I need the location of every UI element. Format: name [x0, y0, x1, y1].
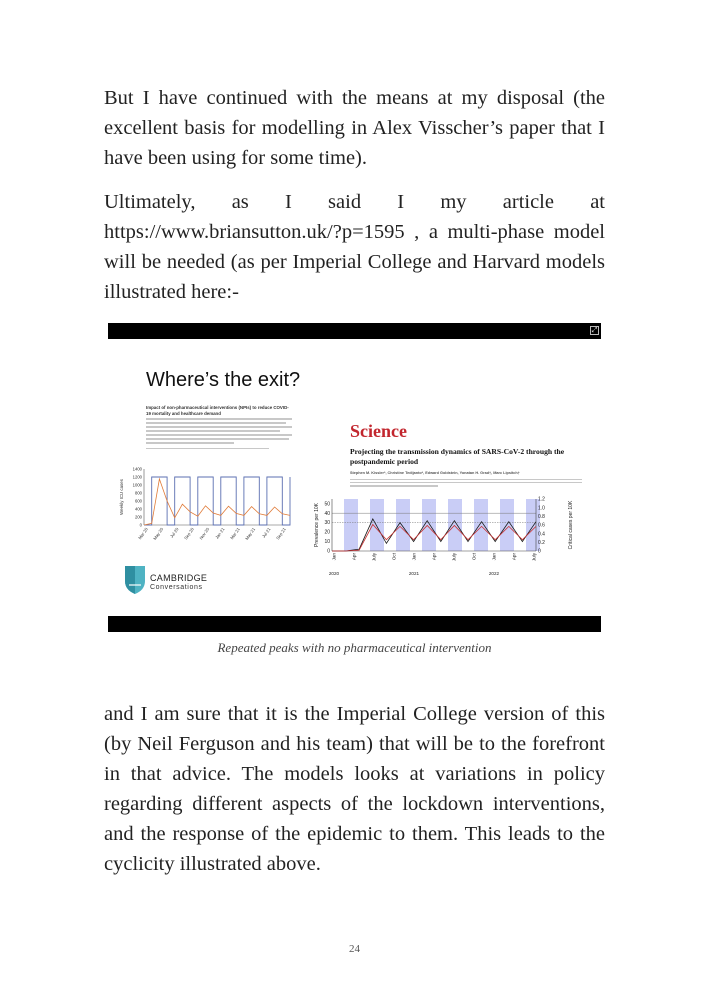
- left-chart-x-tick-label: Jan 21: [214, 526, 226, 540]
- left-chart-y-tick-label: 1200: [132, 474, 142, 480]
- right-chart-y2-tick-label: 0.2: [538, 539, 545, 546]
- paragraph-2: Ultimately, as I said I my article at https://www.briansutton.uk/?p=1595 , a multi-phase model will be needed (as per Imperial College and Harvard models illustrated here:-: [104, 191, 605, 303]
- logo-subtitle: Conversations: [150, 584, 203, 591]
- logo-name: CAMBRIDGE: [150, 573, 208, 583]
- right-chart-x-tick-label: July: [371, 553, 377, 562]
- right-chart-x-tick-label: Apr: [511, 553, 517, 561]
- left-chart-x-tick-label: Mar 20: [137, 526, 149, 541]
- left-chart-y-label: Weekly ICU cases: [119, 479, 124, 515]
- cambridge-conversations-logo: [124, 565, 234, 597]
- left-chart-y-tick-label: 800: [135, 490, 142, 496]
- right-chart-y-tick-label: 0: [327, 548, 330, 555]
- figure-caption: Repeated peaks with no pharmaceutical intervention: [217, 640, 492, 655]
- right-chart-year-label: 2022: [488, 571, 500, 576]
- left-chart-x-tick-label: Sep 21: [275, 526, 287, 541]
- left-chart-series-1: [144, 479, 290, 525]
- figure-top-bar: [108, 323, 601, 339]
- left-chart-x-tick-label: Jul 20: [168, 526, 180, 539]
- right-chart-distancing-band: [474, 499, 488, 551]
- right-chart-year-label: 2021: [408, 571, 420, 576]
- right-chart-y2-tick-label: 0.8: [538, 513, 545, 520]
- right-chart-x-tick-label: Jan: [331, 553, 337, 561]
- paragraph-3: and I am sure that it is the Imperial College version of this (by Neil Ferguson and his team) that will be to the forefront in that advice. The models looks at variations in policy regarding different aspects of the lockdown interventions, and the response of the epidemic to them. This leads to the cyclicity illustrated above.: [104, 703, 605, 875]
- right-chart-x-tick-label: Apr: [431, 553, 437, 561]
- left-chart-x-tick-label: Nov 20: [198, 526, 211, 541]
- left-chart-x-tick-label: Jul 21: [260, 526, 272, 539]
- right-chart-y-tick-label: 30: [324, 520, 330, 527]
- page-number: 24: [349, 943, 360, 955]
- right-chart-y-tick-label: 10: [324, 539, 330, 546]
- left-chart-y-tick-label: 600: [135, 498, 142, 504]
- right-chart-year-label: 2020: [328, 571, 340, 576]
- paragraph-1: But I have continued with the means at my disposal (the excellent basis for modelling in Alex Visscher’s paper that I have been using for some time).: [104, 87, 605, 169]
- right-chart-x-tick-label: July: [531, 553, 537, 562]
- right-chart-x-tick-label: Jan: [411, 553, 417, 561]
- right-chart-x-tick-label: Oct: [471, 553, 477, 561]
- left-chart: [116, 463, 296, 559]
- right-chart-y-tick-label: 50: [324, 501, 330, 508]
- slide-title: Where’s the exit?: [146, 369, 301, 391]
- right-chart-y2-tick-label: 0: [538, 548, 541, 555]
- embedded-slide-figure: [108, 323, 601, 632]
- right-chart-x-tick-label: Apr: [351, 553, 357, 561]
- left-paper-excerpt: [146, 405, 292, 449]
- right-chart-distancing-band: [344, 499, 358, 551]
- right-chart-distancing-band: [448, 499, 462, 551]
- left-chart-series-0: [144, 477, 290, 525]
- left-chart-x-tick-label: Sep 20: [183, 526, 195, 541]
- left-chart-y-tick-label: 0: [139, 522, 142, 528]
- left-chart-y-tick-label: 1000: [132, 482, 142, 488]
- right-chart-x-tick-label: Oct: [391, 553, 397, 561]
- right-chart-y-label: Prevalence per 10K: [314, 503, 320, 547]
- left-chart-y-tick-label: 400: [135, 506, 142, 512]
- right-chart-x-tick-label: Jan: [491, 553, 497, 561]
- right-chart-y2-tick-label: 1.0: [538, 505, 545, 512]
- left-chart-y-tick-label: 1400: [132, 466, 142, 472]
- right-chart-y2-label: Critical cases per 10K: [568, 500, 574, 550]
- right-chart-y-tick-label: 20: [324, 529, 330, 536]
- science-journal-logo: Science: [350, 421, 407, 441]
- right-paper-excerpt: [350, 421, 582, 487]
- right-chart: [314, 493, 584, 577]
- expand-icon[interactable]: ⤢: [591, 326, 598, 334]
- right-chart-y2-tick-label: 1.2: [538, 496, 545, 503]
- left-paper-title: Impact of non-pharmaceutical interventions (NPIs) to reduce COVID-19 mortality and healthcare demand: [146, 405, 289, 416]
- right-chart-x-tick-label: July: [451, 553, 457, 562]
- right-chart-y-tick-label: 40: [324, 510, 330, 517]
- cambridge-shield-icon: [124, 565, 146, 595]
- right-chart-y2-tick-label: 0.6: [538, 522, 545, 529]
- left-chart-x-tick-label: May 21: [244, 526, 257, 541]
- left-chart-x-tick-label: May 20: [152, 526, 165, 541]
- left-chart-y-tick-label: 200: [135, 514, 142, 520]
- science-paper-title: Projecting the transmission dynamics of SARS-CoV-2 through the postpandemic period: [350, 447, 565, 466]
- left-chart-x-tick-label: Mar 21: [229, 526, 241, 541]
- science-paper-authors: Stephen M. Kissler*, Christine Tedijanto*, Edward Goldstein, Yonatan H. Grad†, Marc Lipsitch†: [350, 471, 520, 475]
- right-chart-y2-tick-label: 0.4: [538, 531, 545, 538]
- figure-bottom-bar: [108, 616, 601, 632]
